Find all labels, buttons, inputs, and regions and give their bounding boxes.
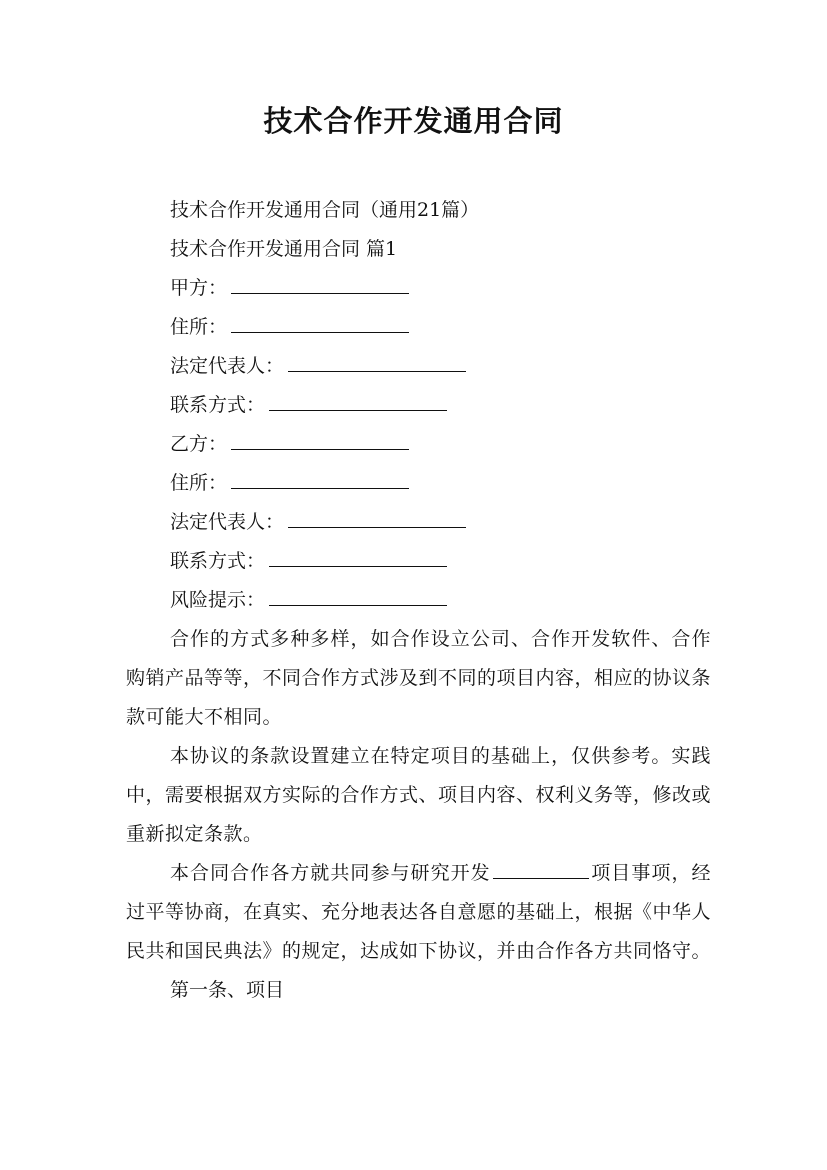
paragraph-reference-note: 本协议的条款设置建立在特定项目的基础上，仅供参考。实践中，需要根据双方实际的合作方式、项目内容、权利义务等，修改或重新拟定条款。 xyxy=(126,745,712,845)
party-b-address-label: 住所： xyxy=(170,472,228,494)
party-b-name-line xyxy=(126,425,711,464)
party-b-contact-line xyxy=(126,542,711,581)
paragraph-agreement-intro xyxy=(126,854,711,971)
party-b-address-blank xyxy=(231,464,409,489)
party-a-address-blank xyxy=(231,308,409,333)
risk-label: 风险提示： xyxy=(170,589,266,611)
party-a-rep-line xyxy=(126,347,711,386)
document-title: 技术合作开发通用合同 xyxy=(263,104,564,138)
party-a-contact-line xyxy=(126,386,711,425)
document-subtitle: 技术合作开发通用合同（通用21篇） xyxy=(170,199,480,221)
section-heading: 技术合作开发通用合同 篇1 xyxy=(170,238,398,260)
party-a-name-line xyxy=(126,269,711,308)
party-b-rep-label: 法定代表人： xyxy=(170,511,285,533)
party-b-name-label: 乙方： xyxy=(170,433,228,455)
agreement-intro-start: 本合同合作各方就共同参与研究开发 xyxy=(170,862,491,884)
party-b-contact-blank xyxy=(269,542,447,567)
party-a-contact-blank xyxy=(269,386,447,411)
party-b-rep-line xyxy=(126,503,711,542)
party-a-name-blank xyxy=(231,269,409,294)
party-b-rep-blank xyxy=(288,503,466,528)
project-name-blank xyxy=(493,854,589,879)
party-a-address-line xyxy=(126,308,711,347)
document-body xyxy=(126,191,711,1010)
party-a-rep-label: 法定代表人： xyxy=(170,355,285,377)
risk-line xyxy=(126,581,711,620)
party-a-rep-blank xyxy=(288,347,466,372)
party-b-name-blank xyxy=(231,425,409,450)
party-b-contact-label: 联系方式： xyxy=(170,550,266,572)
agreement-intro-end: 项目事项，经过平等协商，在真实、充分地表达各自意愿的基础上，根据《中华人民共和国民典法》的规定，达成如下协议，并由合作各方共同恪守。 xyxy=(126,862,712,962)
article-1-heading: 第一条、项目 xyxy=(170,979,285,1001)
party-a-name-label: 甲方： xyxy=(170,277,228,299)
paragraph-cooperation-methods: 合作的方式多种多样，如合作设立公司、合作开发软件、合作购销产品等等，不同合作方式涉及到不同的项目内容，相应的协议条款可能大不相同。 xyxy=(126,628,712,728)
party-b-address-line xyxy=(126,464,711,503)
party-a-address-label: 住所： xyxy=(170,316,228,338)
party-a-contact-label: 联系方式： xyxy=(170,394,266,416)
risk-blank xyxy=(269,581,447,606)
